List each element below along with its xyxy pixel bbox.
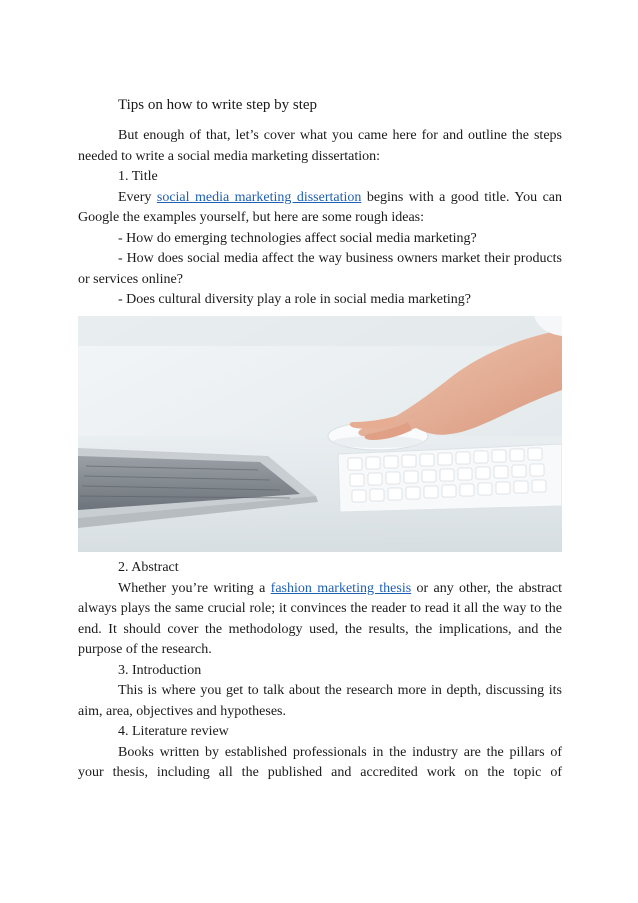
title-text-after: begins with a good title. You can Google the examples yourself, but here are some rough ideas:: [78, 189, 563, 225]
introduction-paragraph: This is where you get to talk about the research more in depth, discussing its aim, area, objectives and hypotheses.: [78, 683, 562, 719]
title-paragraph: [78, 188, 562, 229]
intro-paragraph: But enough of that, let’s cover what you came here for and outline the steps needed to write a social media marketing dissertation:: [78, 128, 562, 164]
keyboard-shape: [338, 444, 562, 512]
idea-item-2: - How does social media affect the way business owners market their products or services online?: [78, 251, 562, 287]
fashion-marketing-thesis-link[interactable]: fashion marketing thesis: [270, 580, 412, 596]
abstract-text-after: or any other, the abstract always plays the same crucial role; it convinces the reader to read it all the way to the end. It should cover the methodology used, the results, the implications, and the purpose of the research.: [78, 580, 563, 657]
abstract-step-label: 2. Abstract: [118, 560, 179, 575]
idea-item-1: - How do emerging technologies affect social media marketing?: [118, 230, 477, 246]
abstract-text-before: Whether you’re writing a: [118, 580, 271, 596]
literature-review-paragraph: Books written by established professionals in the industry are the pillars of your thesis, including all the published and accredited work on the topic of: [78, 744, 562, 780]
section-heading: Tips on how to write step by step: [118, 97, 318, 113]
stock-photo-hand-mouse: [78, 316, 562, 552]
idea-item-3: - Does cultural diversity play a role in social media marketing?: [118, 292, 471, 307]
literature-review-step-label: 4. Literature review: [118, 724, 229, 739]
introduction-step-label: 3. Introduction: [118, 662, 202, 678]
title-text-before: Every: [118, 189, 157, 205]
title-step-label: 1. Title: [118, 169, 158, 184]
photo-illustration: [78, 316, 562, 552]
text-block-bottom: [78, 558, 562, 784]
text-block-top: [78, 126, 562, 311]
social-media-dissertation-link[interactable]: social media marketing dissertation: [156, 189, 362, 205]
abstract-paragraph: [78, 579, 562, 661]
